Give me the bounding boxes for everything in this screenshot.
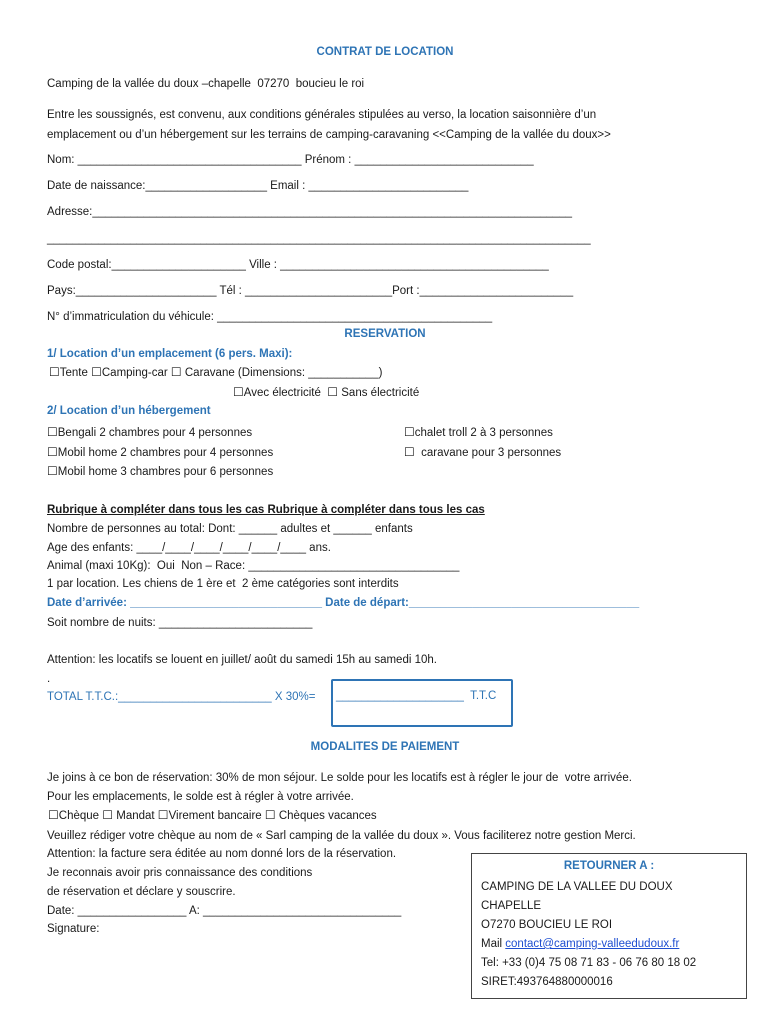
- retour-mail-line: [481, 937, 679, 951]
- date-lieu-field[interactable]: Date: _________________ A: _______________________________: [47, 905, 402, 917]
- checkbox-cheque[interactable]: ☐: [48, 808, 59, 822]
- label-mandat: Mandat: [116, 810, 155, 822]
- cp-ville-field[interactable]: Code postal:_____________________ Ville : __________________________________________: [47, 259, 549, 271]
- section1-options-row: [49, 365, 382, 380]
- paiement-text-3: Veuillez rédiger votre chèque au nom de « Sarl camping de la vallée du doux ». Vous faciliterez notre gestion Merci.: [47, 830, 636, 842]
- paiement-text-1: Je joins à ce bon de réservation: 30% de mon séjour. Le solde pour les locatifs est à régler le jour de votre arrivée.: [47, 772, 632, 784]
- age-enfants-field[interactable]: Age des enfants: ____/____/____/____/____/____ ans.: [47, 542, 331, 554]
- paiement-text-5: Je reconnais avoir pris connaissance des conditions: [47, 867, 313, 879]
- retour-line-2: CHAPELLE: [481, 900, 542, 912]
- retour-title: RETOURNER A :: [563, 860, 655, 872]
- rubrique-heading: Rubrique à compléter dans tous les cas Rubrique à compléter dans tous les cas: [47, 504, 485, 516]
- option-chalet: [404, 425, 553, 440]
- label-camping-car: Camping-car: [101, 367, 168, 379]
- mail-label: Mail: [481, 938, 506, 950]
- paiement-options-row: [48, 808, 377, 823]
- pays-tel-port-field[interactable]: Pays:______________________ Tél : _______________________Port :________________________: [47, 285, 574, 297]
- nuits-field[interactable]: Soit nombre de nuits: ________________________: [47, 617, 313, 629]
- dot-mark: .: [47, 673, 51, 685]
- nom-prenom-field[interactable]: Nom: ___________________________________ Prénom : ____________________________: [47, 154, 534, 166]
- label-mobil-home-4: Mobil home 2 chambres pour 4 personnes: [57, 447, 274, 459]
- dates-field[interactable]: Date d’arrivée: ______________________________ Date de départ:____________________________________: [47, 597, 640, 609]
- retour-line-1: CAMPING DE LA VALLEE DU DOUX: [481, 881, 673, 893]
- retour-line-3: O7270 BOUCIEU LE ROI: [481, 919, 613, 931]
- label-mobil-home-6: Mobil home 3 chambres pour 6 personnes: [57, 466, 274, 478]
- checkbox-mobil-home-4[interactable]: ☐: [47, 445, 58, 459]
- label-avec-electricite: Avec électricité: [243, 387, 321, 399]
- attention-note: Attention: les locatifs se louent en juillet/ août du samedi 15h au samedi 10h.: [47, 654, 437, 666]
- intro-line-1: Entre les soussignés, est convenu, aux conditions générales stipulées au verso, la location saisonnière d’un: [47, 109, 597, 121]
- option-mobil-home-4: [47, 445, 273, 460]
- option-mobil-home-6: [47, 464, 273, 479]
- section1-title: 1/ Location d’un emplacement (6 pers. Maxi):: [47, 348, 293, 360]
- label-chalet: chalet troll 2 à 3 personnes: [414, 427, 553, 439]
- checkbox-mandat[interactable]: ☐: [102, 808, 114, 822]
- checkbox-caravane[interactable]: ☐: [170, 365, 182, 379]
- retour-tel: Tel: +33 (0)4 75 08 71 83 - 06 76 80 18 02: [481, 957, 697, 969]
- retour-box: [471, 853, 747, 999]
- reservation-heading: RESERVATION: [344, 328, 426, 340]
- checkbox-tente[interactable]: ☐: [49, 365, 60, 379]
- paiement-text-4: Attention: la facture sera éditée au nom donné lors de la réservation.: [47, 848, 397, 860]
- chiens-note: 1 par location. Les chiens de 1 ère et 2 ème catégories sont interdits: [47, 578, 399, 590]
- signature-field[interactable]: Signature:: [47, 923, 100, 935]
- checkbox-avec-electricite[interactable]: ☐: [233, 385, 244, 399]
- checkbox-cheques-vacances[interactable]: ☐: [264, 808, 276, 822]
- label-cheques-vacances: Chèques vacances: [278, 810, 377, 822]
- section2-title: 2/ Location d’un hébergement: [47, 405, 211, 417]
- label-caravane: Caravane (Dimensions: ___________): [184, 367, 383, 379]
- camping-line: Camping de la vallée du doux –chapelle 07270 boucieu le roi: [47, 78, 365, 90]
- naissance-email-field[interactable]: Date de naissance:___________________ Email : _________________________: [47, 180, 469, 192]
- nb-personnes-field[interactable]: Nombre de personnes au total: Dont: ______ adultes et ______ enfants: [47, 523, 413, 535]
- paiement-text-2: Pour les emplacements, le solde est à régler à votre arrivée.: [47, 791, 354, 803]
- checkbox-virement[interactable]: ☐: [157, 808, 169, 822]
- checkbox-mobil-home-6[interactable]: ☐: [47, 464, 58, 478]
- acompte-ttc-field[interactable]: ____________________ T.T.C: [336, 690, 497, 702]
- option-caravane-3: [404, 445, 561, 460]
- retour-siret: SIRET:493764880000016: [481, 976, 613, 988]
- checkbox-sans-electricite[interactable]: ☐: [327, 385, 339, 399]
- adresse-field[interactable]: Adresse:___________________________________________________________________________: [47, 206, 573, 218]
- option-bengali: [47, 425, 252, 440]
- checkbox-caravane-3[interactable]: ☐: [404, 445, 415, 459]
- immatriculation-field[interactable]: N° d’immatriculation du véhicule: ___________________________________________: [47, 311, 493, 323]
- electricite-row: [233, 385, 419, 400]
- label-tente: Tente: [59, 367, 88, 379]
- paiement-text-6: de réservation et déclare y souscrire.: [47, 886, 236, 898]
- label-bengali: Bengali 2 chambres pour 4 personnes: [57, 427, 253, 439]
- label-virement: Virement bancaire: [168, 810, 262, 822]
- checkbox-chalet[interactable]: ☐: [404, 425, 415, 439]
- label-cheque: Chèque: [58, 810, 100, 822]
- modalites-heading: MODALITES DE PAIEMENT: [310, 741, 460, 753]
- checkbox-camping-car[interactable]: ☐: [91, 365, 102, 379]
- label-caravane-3: caravane pour 3 personnes: [417, 447, 562, 459]
- mail-link[interactable]: contact@camping-valleedudoux.fr: [505, 938, 680, 950]
- adresse-field-2[interactable]: _____________________________________________________________________________________: [47, 233, 591, 245]
- checkbox-bengali[interactable]: ☐: [47, 425, 58, 439]
- total-acompte-box: [331, 679, 513, 727]
- animal-field[interactable]: Animal (maxi 10Kg): Oui Non – Race: _________________________________: [47, 560, 460, 572]
- page-title: CONTRAT DE LOCATION: [316, 46, 454, 58]
- intro-line-2: emplacement ou d’un hébergement sur les terrains de camping-caravaning <<Camping de la vallée du doux>>: [47, 129, 611, 141]
- total-ttc-field[interactable]: TOTAL T.T.C.:________________________ X 30%=: [47, 691, 316, 703]
- label-sans-electricite: Sans électricité: [341, 387, 420, 399]
